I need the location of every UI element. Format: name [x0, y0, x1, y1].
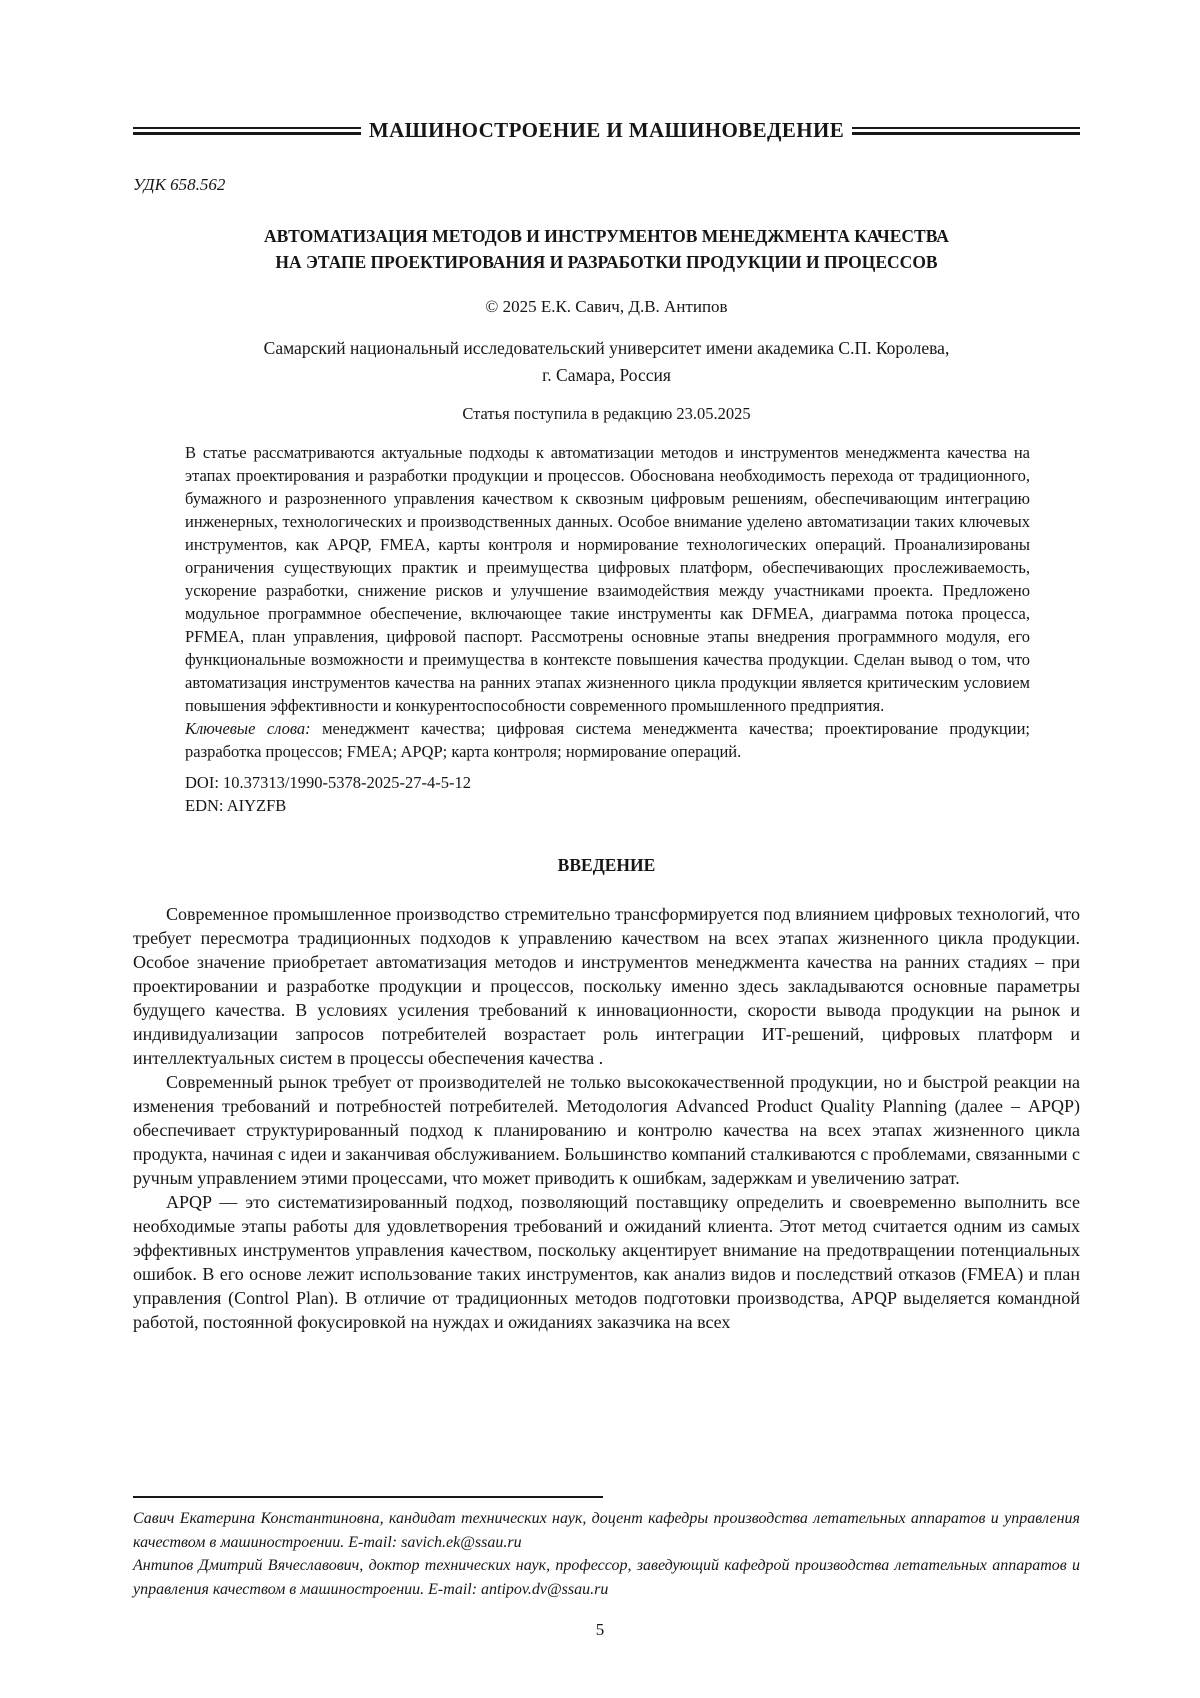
journal-section-title: МАШИНОСТРОЕНИЕ И МАШИНОВЕДЕНИЕ: [368, 118, 845, 142]
affiliation-line1: Самарский национальный исследовательский университет имени академика С.П. Королева,: [263, 338, 950, 358]
introduction-body: [133, 902, 1080, 1334]
introduction-paragraph-3: APQP — это систематизированный подход, позволяющий поставщику определить и своевременно выполнить все необходимые этапы работы для удовлетворения требований и ожиданий клиента. Этот метод считается одним из самых эффективных инструментов управления качеством, поскольку акцентирует внимание на предотвращении потенциальных ошибок. В его основе лежит использование таких инструментов, как анализ видов и последствий отказов (FMEA) и план управления (Control Plan). В отличие от традиционных методов подготовки производства, APQP выделяется командной работой, постоянной фокусировкой на нуждах и ожиданиях заказчика на всех: [133, 1192, 1080, 1332]
received-date-line: Статья поступила в редакцию 23.05.2025: [462, 404, 751, 423]
footnote-separator-rule: [133, 1496, 603, 1498]
author-footnotes: [133, 1496, 1080, 1601]
edn-line: EDN: AIYZFB: [185, 796, 287, 815]
article-title-line1: АВТОМАТИЗАЦИЯ МЕТОДОВ И ИНСТРУМЕНТОВ МЕНЕДЖМЕНТА КАЧЕСТВА: [264, 226, 949, 246]
article-title-line2: НА ЭТАПЕ ПРОЕКТИРОВАНИЯ И РАЗРАБОТКИ ПРОДУКЦИИ И ПРОЦЕССОВ: [275, 252, 938, 272]
affiliation-line2: г. Самара, Россия: [542, 365, 671, 385]
header-double-rule-left: [133, 127, 361, 135]
abstract-text: В статье рассматриваются актуальные подходы к автоматизации методов и инструментов менеджмента качества на этапах проектирования и разработки продукции и процессов. Обоснована необходимость перехода от традиционного, бумажного и разрозненного управления качеством к сквозным цифровым решениям, обеспечивающим интеграцию инженерных, технологических и производственных данных. Особое внимание уделено автоматизации таких ключевых инструментов, как APQP, FMEA, карты контроля и нормирование технологических операций. Проанализированы ограничения существующих практик и преимущества цифровых платформ, обеспечивающих прослеживаемость, ускорение разработки, снижение рисков и улучшение взаимодействия между участниками проекта. Предложено модульное программное обеспечение, включающее такие инструменты как DFMEA, диаграмма потока процесса, PFMEA, план управления, цифровой паспорт. Рассмотрены основные этапы внедрения программного модуля, его функциональные возможности и преимущества в контексте повышения качества продукции. Сделан вывод о том, что автоматизация инструментов качества на ранних этапах жизненного цикла продукции является критическим условием повышения эффективности и конкурентоспособности современного промышленного предприятия.: [185, 443, 1030, 715]
udc-number: УДК 658.562: [133, 175, 226, 194]
footnote-author-2: Антипов Дмитрий Вячеславович, доктор технических наук, профессор, заведующий кафедрой производства летательных аппаратов и управления качеством в машиностроении. E-mail: antipov.dv@ssau.ru: [133, 1557, 1080, 1598]
keywords-line: [185, 717, 1030, 763]
authors-line: © 2025 Е.К. Савич, Д.В. Антипов: [485, 297, 728, 316]
footnote-author-1: Савич Екатерина Константиновна, кандидат технических наук, доцент кафедры производства летательных аппаратов и управления качеством в машиностроении. E-mail: savich.ek@ssau.ru: [133, 1510, 1080, 1551]
introduction-heading: ВВЕДЕНИЕ: [557, 855, 656, 875]
doi-line: DOI: 10.37313/1990-5378-2025-27-4-5-12: [185, 773, 471, 792]
page-number: 5: [595, 1620, 605, 1639]
introduction-paragraph-2: Современный рынок требует от производителей не только высококачественной продукции, но и быстрой реакции на изменения требований и потребностей потребителей. Методология Advanced Product Quality Planning (далее – APQP) обеспечивает структурированный подход к планированию и контролю качества на всех этапах жизненного цикла продукта, начиная с идеи и заканчивая обслуживанием. Большинство компаний сталкиваются с проблемами, связанными с ручным управлением этими процессами, что может приводить к ошибкам, задержкам и увеличению затрат.: [133, 1072, 1080, 1188]
keywords-label: Ключевые слова:: [185, 719, 311, 738]
affiliation: [133, 335, 1080, 389]
introduction-paragraph-1: Современное промышленное производство стремительно трансформируется под влиянием цифровых технологий, что требует пересмотра традиционных подходов к управлению качеством на всех этапах жизненного цикла продукции. Особое значение приобретает автоматизация методов и инструментов менеджмента качества на ранних стадиях – при проектировании и разработке продукции и процессов, поскольку именно здесь закладываются основные параметры будущего качества. В условиях усиления требований к инновационности, скорости вывода продукции на рынок и индивидуализации запросов потребителей возрастает роль интеграции ИТ-решений, цифровых платформ и интеллектуальных систем в процессы обеспечения качества .: [133, 904, 1080, 1068]
journal-section-header: [133, 118, 1080, 143]
abstract-block: [185, 441, 1030, 817]
header-double-rule-right: [852, 127, 1080, 135]
keywords-text: менеджмент качества; цифровая система менеджмента качества; проектирование продукции; разработка процессов; FMEA; APQP; карта контроля; нормирование операций.: [185, 719, 1031, 761]
article-title: [133, 223, 1080, 275]
